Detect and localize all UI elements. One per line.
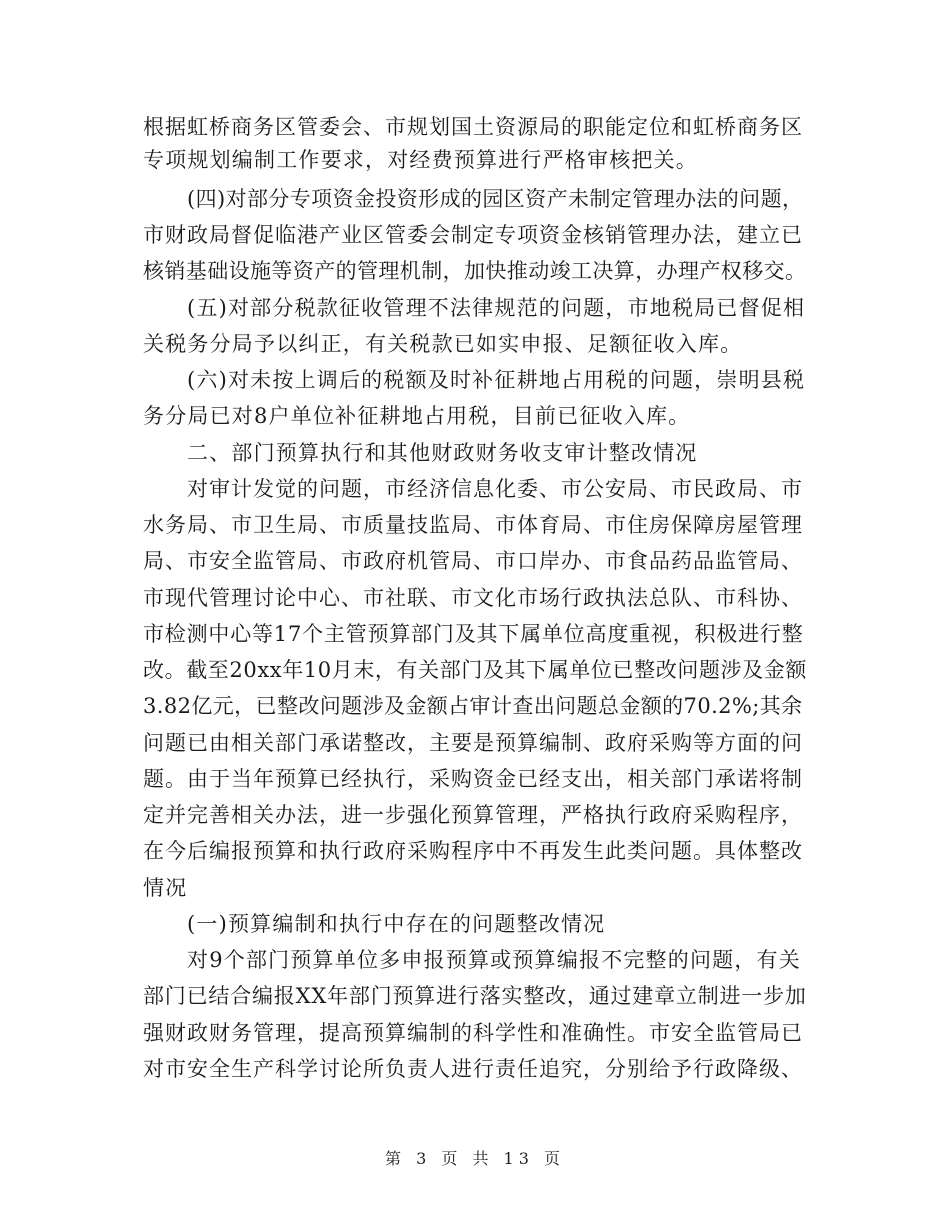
text-line: (四)对部分专项资金投资形成的园区资产未制定管理办法的问题，	[187, 187, 804, 211]
subsection-heading: (一)预算编制和执行中存在的问题整改情况	[187, 912, 606, 936]
text-line: 题。由于当年预算已经执行，采购资金已经支出，相关部门承诺将制	[143, 767, 803, 791]
text-line: 问题已由相关部门承诺整改，主要是预算编制、政府采购等方面的问	[143, 731, 803, 755]
text-line: 改。截至20xx年10月末，有关部门及其下属单位已整改问题涉及金额	[143, 658, 807, 682]
text-line: 对市安全生产科学讨论所负责人进行责任追究，分别给予行政降级、	[143, 1057, 803, 1081]
text-line: (六)对未按上调后的税额及时补征耕地占用税的问题，崇明县税	[187, 368, 806, 392]
text-line: 对9个部门预算单位多申报预算或预算编报不完整的问题，有关	[187, 948, 801, 972]
text-line: 强财政财务管理，提高预算编制的科学性和准确性。市安全监管局已	[143, 1021, 803, 1045]
text-line: 情况	[143, 876, 188, 900]
text-line: 根据虹桥商务区管委会、市规划国土资源局的职能定位和虹桥商务区	[143, 115, 803, 139]
section-heading: 二、部门预算执行和其他财政财务收支审计整改情况	[187, 441, 698, 465]
page-number-footer: 第 3 页 共 13 页	[385, 1149, 565, 1168]
text-line: 市检测中心等17个主管预算部门及其下属单位高度重视，积极进行整	[143, 622, 804, 646]
text-line: 关税务分局予以纠正，有关税款已如实申报、足额征收入库。	[143, 332, 743, 356]
text-line: 专项规划编制工作要求，对经费预算进行严格审核把关。	[143, 148, 698, 172]
text-line: 核销基础设施等资产的管理机制，加快推动竣工决算，办理产权移交。	[143, 259, 807, 283]
text-line: (五)对部分税款征收管理不法律规范的问题，市地税局已督促相	[187, 296, 806, 320]
text-line: 务分局已对8户单位补征耕地占用税，目前已征收入库。	[143, 404, 691, 428]
text-line: 市现代管理讨论中心、市社联、市文化市场行政执法总队、市科协、	[143, 586, 803, 610]
text-line: 市财政局督促临港产业区管委会制定专项资金核销管理办法，建立已	[143, 223, 803, 247]
text-line: 局、市安全监管局、市政府机管局、市口岸办、市食品药品监管局、	[143, 549, 803, 573]
text-line: 水务局、市卫生局、市质量技监局、市体育局、市住房保障房屋管理	[143, 513, 803, 537]
text-line: 3.82亿元，已整改问题涉及金额占审计查出问题总金额的70.2%;其余	[143, 694, 803, 718]
text-line: 部门已结合编报XX年部门预算进行落实整改，通过建章立制进一步加	[143, 984, 807, 1008]
text-line: 在今后编报预算和执行政府采购程序中不再发生此类问题。具体整改	[143, 839, 803, 863]
text-line: 对审计发觉的问题，市经济信息化委、市公安局、市民政局、市	[187, 477, 803, 501]
text-line: 定并完善相关办法，进一步强化预算管理，严格执行政府采购程序，	[143, 803, 803, 827]
